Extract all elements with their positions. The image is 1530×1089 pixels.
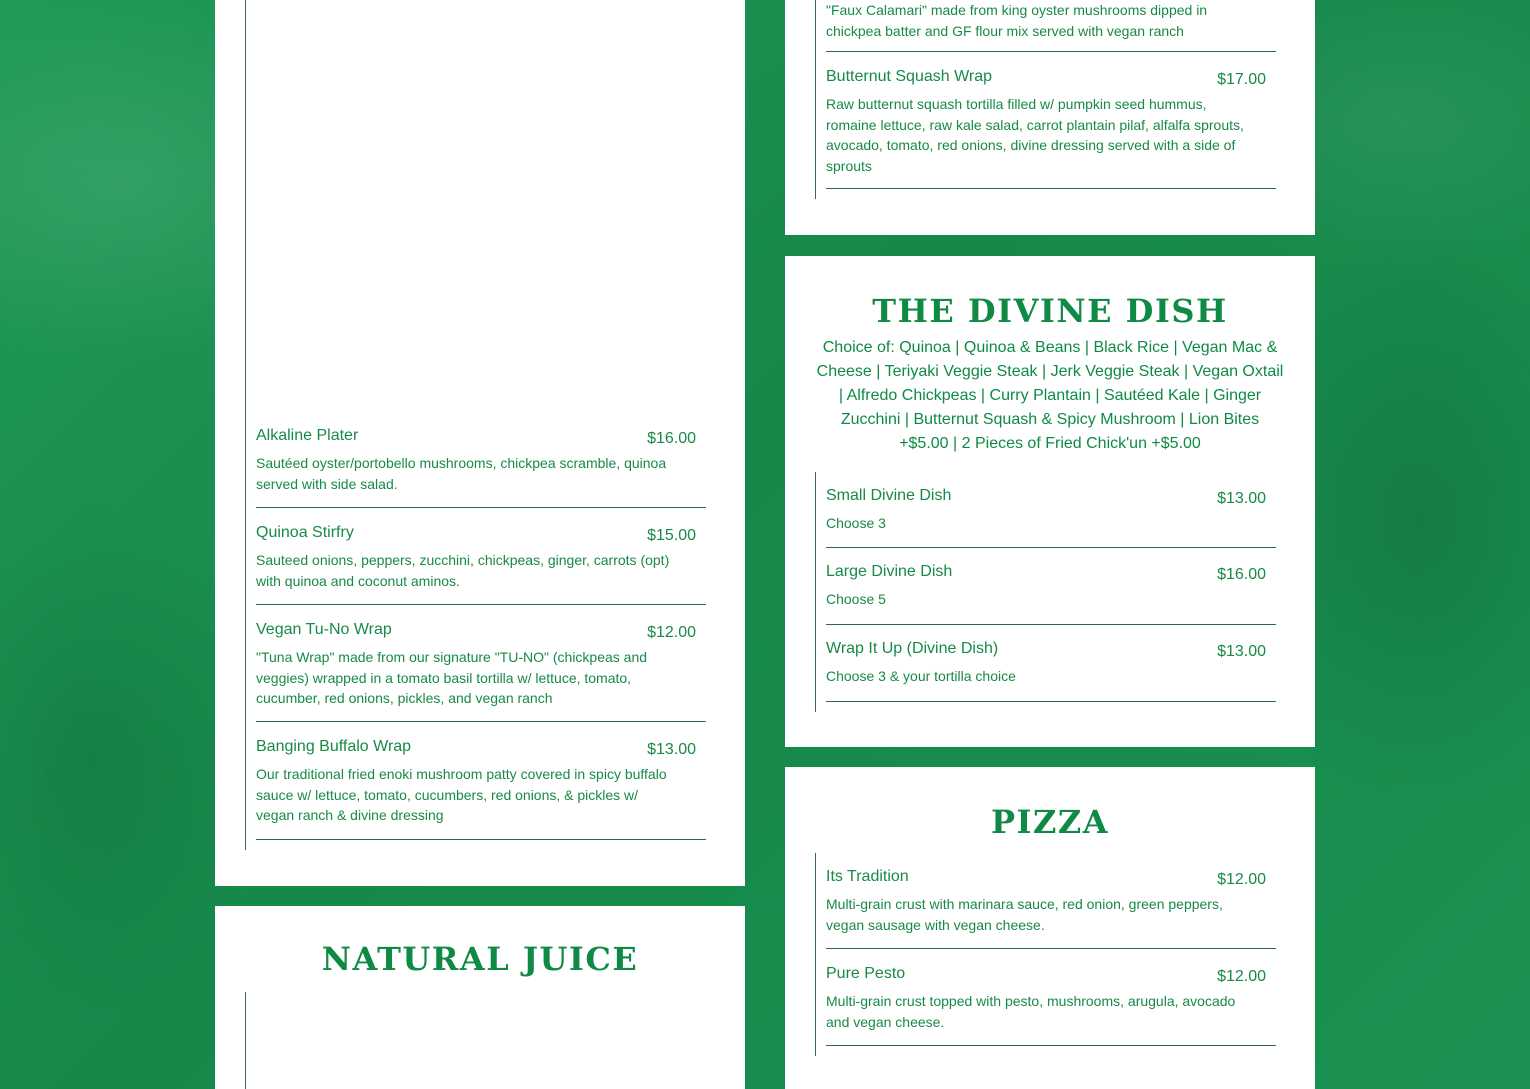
menu-item[interactable] <box>256 427 706 508</box>
menu-list-pizza <box>815 853 1276 1056</box>
menu-list-top-right <box>815 0 1276 199</box>
item-name: Vegan Tu-No Wrap <box>256 621 392 638</box>
section-title: THE DIVINE DISH <box>872 292 1228 330</box>
item-description: Choose 3 <box>826 515 886 531</box>
menu-item[interactable] <box>256 738 706 840</box>
choice-list: Choice of: Quinoa | Quinoa & Beans | Black Rice | Vegan Mac & Cheese | Teriyaki Veggie Steak | Jerk Veggie Steak | Vegan Oxtail | Alfredo Chickpeas | Curry Plantain | Sautéed Kale | Ginger Zucchini | Butternut Squash & Spicy Mushroom | Lion Bites +$5.00 | 2 Pieces of Fried Chick'un +$5.00 <box>816 339 1284 452</box>
section-title: PIZZA <box>990 803 1110 841</box>
item-description: Multi-grain crust topped with pesto, mushrooms, arugula, avocado and vegan cheese. <box>826 993 1236 1030</box>
item-price: $12.00 <box>647 624 696 641</box>
item-description: Sautéed oyster/portobello mushrooms, chickpea scramble, quinoa served with side salad. <box>256 455 667 492</box>
menu-item[interactable] <box>826 68 1276 189</box>
item-price: $12.00 <box>1217 871 1266 888</box>
menu-item[interactable] <box>826 868 1276 949</box>
item-price: $17.00 <box>1217 71 1266 88</box>
item-name: Quinoa Stirfry <box>256 524 354 541</box>
item-description: Raw butternut squash tortilla filled w/ pumpkin seed hummus, romaine lettuce, raw kale salad, carrot plantain pilaf, alfalfa sprouts, avocado, tomato, red onions, divine dressing served with a side of sprouts <box>826 96 1244 174</box>
item-name: Its Tradition <box>826 868 909 885</box>
menu-item[interactable] <box>826 563 1276 625</box>
item-price: $12.00 <box>1217 968 1266 985</box>
menu-card-left <box>215 0 745 886</box>
menu-card-top-right <box>785 0 1315 235</box>
menu-item[interactable] <box>826 640 1276 702</box>
item-description: Choose 3 & your tortilla choice <box>826 668 1016 684</box>
divine-dish-card <box>785 256 1315 747</box>
item-name: Wrap It Up (Divine Dish) <box>826 640 999 657</box>
menu-item[interactable] <box>826 487 1276 548</box>
item-description: Choose 5 <box>826 591 886 607</box>
item-price: $15.00 <box>647 527 696 544</box>
item-price: $16.00 <box>1217 566 1266 583</box>
pizza-card <box>785 767 1315 1089</box>
item-description: Multi-grain crust with marinara sauce, red onion, green peppers, vegan sausage with vegan cheese. <box>826 896 1223 933</box>
menu-item[interactable] <box>256 524 706 605</box>
item-description: Sauteed onions, peppers, zucchini, chickpeas, ginger, carrots (opt) with quinoa and coconut aminos. <box>256 552 670 589</box>
item-name: Alkaline Plater <box>256 427 359 444</box>
menu-list-divine <box>815 472 1276 712</box>
item-name: Large Divine Dish <box>826 563 953 580</box>
menu-item[interactable] <box>256 621 706 722</box>
item-price: $16.00 <box>647 430 696 447</box>
item-description: "Faux Calamari" made from king oyster mushrooms dipped in chickpea batter and GF flour mix served with vegan ranch <box>826 2 1208 39</box>
item-name: Small Divine Dish <box>826 487 952 504</box>
item-price: $13.00 <box>1217 643 1266 660</box>
item-description: Our traditional fried enoki mushroom patty covered in spicy buffalo sauce w/ lettuce, tomato, cucumbers, red onions, & pickles w/ vegan ranch & divine dressing <box>256 766 667 823</box>
menu-list-left <box>245 0 706 850</box>
item-name: Butternut Squash Wrap <box>826 68 993 85</box>
natural-juice-card <box>215 906 745 1089</box>
item-price: $13.00 <box>647 741 696 758</box>
item-price: $13.00 <box>1217 490 1266 507</box>
item-name: Banging Buffalo Wrap <box>256 738 412 755</box>
menu-list-juice <box>245 992 706 1089</box>
section-title: NATURAL JUICE <box>321 940 639 978</box>
item-description: "Tuna Wrap" made from our signature "TU-NO" (chickpeas and veggies) wrapped in a tomato basil tortilla w/ lettuce, tomato, cucumber, red onions, pickles, and vegan ranch <box>256 649 648 706</box>
menu-item[interactable] <box>826 965 1276 1046</box>
menu-item[interactable] <box>826 0 1276 52</box>
item-name: Pure Pesto <box>826 965 906 982</box>
